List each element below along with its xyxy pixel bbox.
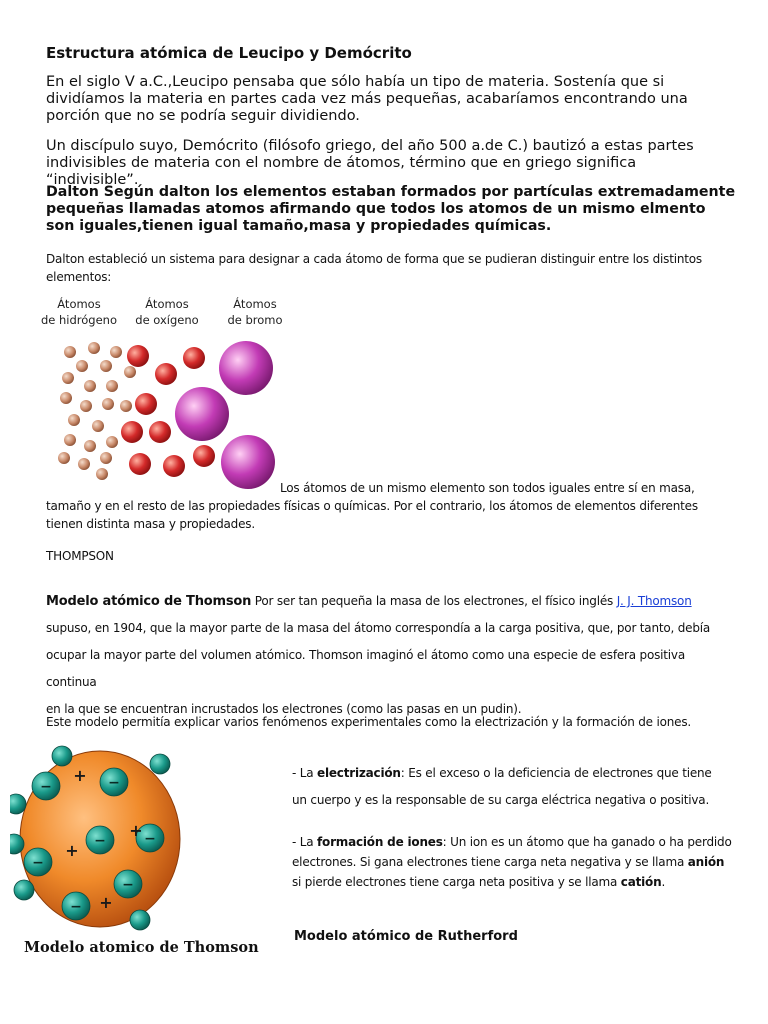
- svg-text:−: −: [122, 877, 134, 893]
- atoms-caption: Los átomos de un mismo elemento son todos iguales entre sí en masa, tamaño y en el resto de las propiedades físicas o químicas. Por el contrario, los átomos de elementos diferentes tienen distinta masa y propiedades.: [46, 481, 698, 531]
- rutherford-title: Modelo atómico de Rutherford: [294, 929, 518, 944]
- jj-thomson-link[interactable]: J. J. Thomson: [616, 594, 692, 608]
- svg-text:−: −: [70, 899, 82, 915]
- thomson-title: Modelo atómico de Thomson: [46, 594, 252, 609]
- electrizacion-term: electrización: [317, 766, 401, 780]
- svg-text:+: +: [73, 766, 87, 785]
- hydrogen-label: Átomos de hidrógeno: [40, 297, 118, 327]
- hydrogen-atoms: [58, 342, 136, 480]
- thomson-sphere-illustration: [10, 744, 270, 964]
- oxygen-label: Átomos de oxígeno: [135, 297, 199, 327]
- svg-text:−: −: [94, 833, 106, 849]
- cation-term: catión: [620, 875, 662, 889]
- atoms-caption-line1: [46, 479, 716, 533]
- thompson-label: THOMPSON: [46, 549, 114, 563]
- dalton-heading-paragraph: Dalton Según dalton los elementos estaban formados por partículas extremadamente pequeñas llamadas atomos afirmando que todos los atomos de un mismo elmento son iguales,tienen igual tamaño,masa y propiedades químicas.: [46, 184, 736, 234]
- dalton-system-paragraph: Dalton estableció un sistema para designar a cada átomo de forma que se pudieran distinguir entre los distintos elementos:: [46, 252, 702, 284]
- iones-paragraph: - La formación de iones: Un ion es un átomo que ha ganado o ha perdido electrones. Si gana electrones tiene carga neta negativa y se llama anión si pierde electrones tiene carga neta positiva y se llama catión.: [292, 835, 732, 889]
- page-title: Estructura atómica de Leucipo y Demócrito: [46, 44, 412, 62]
- svg-text:+: +: [99, 893, 113, 912]
- svg-text:−: −: [108, 775, 120, 791]
- svg-text:+: +: [65, 841, 79, 860]
- model-explains-paragraph: Este modelo permitía explicar varios fenómenos experimentales como la electrización y la formación de iones.: [46, 715, 691, 729]
- democrito-paragraph: Un discípulo suyo, Demócrito (filósofo griego, del año 500 a.de C.) bautizó a estas partes indivisibles de materia con el nombre de átomos, término que en griego significa “indivisible”.: [46, 138, 694, 188]
- electrizacion-paragraph: - La electrización: Es el exceso o la deficiencia de electrones que tiene un cuerpo y es la responsable de su carga eléctrica negativa o positiva.: [292, 766, 712, 807]
- thomson-image-caption: Modelo atomico de Thomson: [24, 939, 259, 956]
- dalton-atoms-figure: [40, 294, 283, 494]
- thomson-model-image: [10, 744, 270, 964]
- thomson-paragraph: Modelo atómico de Thomson Por ser tan pequeña la masa de los electrones, el físico inglés J. J. Thomson supuso, en 1904, que la mayor parte de la masa del átomo correspondía a la carga positiva, que, por tanto, debía ocupar la mayor parte del volumen atómico. Thomson imaginó el átomo como una especie de esfera positiva continua en la que se encuentran incrustados los electrones (como las pasas en un pudin).: [46, 594, 711, 716]
- svg-text:+: +: [129, 821, 143, 840]
- atoms-illustration: [50, 334, 290, 494]
- anion-term: anión: [687, 855, 725, 869]
- bromine-label: Átomos de bromo: [227, 297, 283, 327]
- svg-text:−: −: [144, 831, 156, 847]
- iones-term: formación de iones: [317, 835, 443, 849]
- svg-text:−: −: [32, 855, 44, 871]
- svg-text:−: −: [40, 779, 52, 795]
- leucipo-paragraph: En el siglo V a.C.,Leucipo pensaba que sólo había un tipo de materia. Sostenía que si dividíamos la materia en partes cada vez más pequeñas, acabaríamos encontrando una porción que no se podría seguir dividiendo.: [46, 74, 688, 124]
